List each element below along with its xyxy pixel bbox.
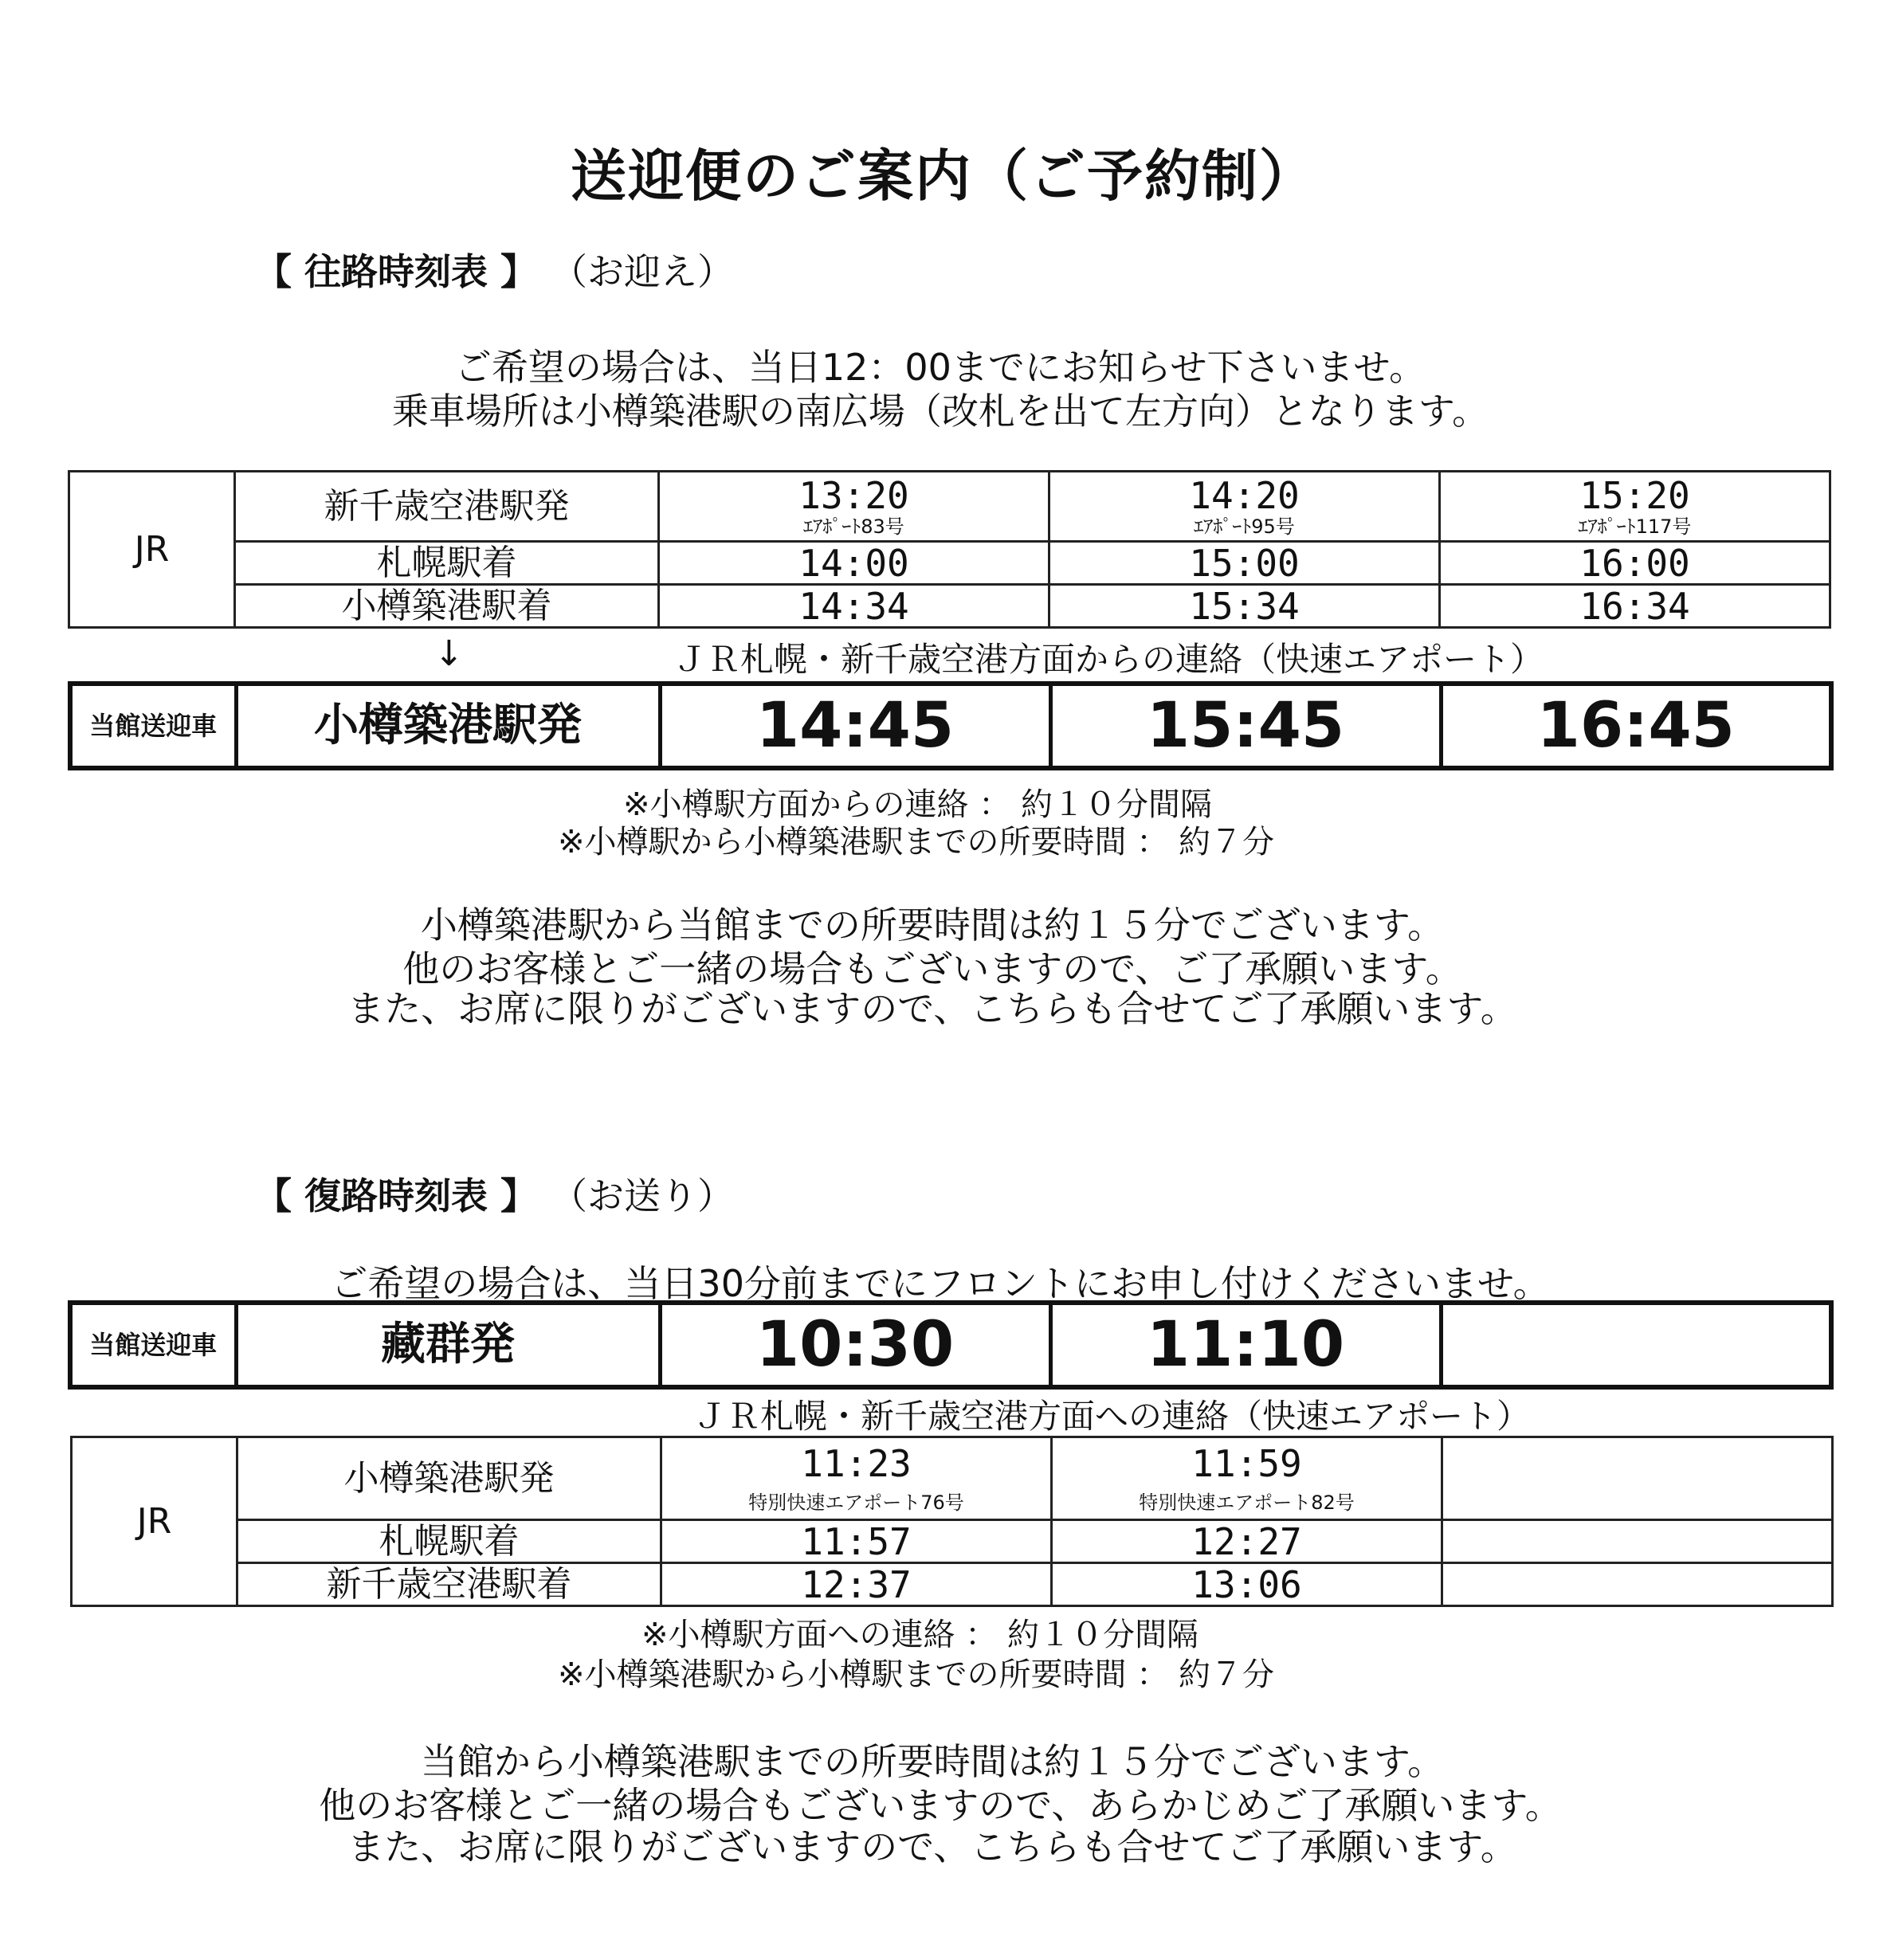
time-cell: 12:27: [1052, 1520, 1442, 1563]
time-cell: 16:34: [1440, 585, 1830, 628]
time-value: 14:20: [1189, 473, 1300, 517]
train-name: ｴｱﾎﾟｰﾄ117号: [1578, 515, 1692, 538]
return-footer-2: 他のお客様とご一緒の場合もございますので、あらかじめご了承願います。: [319, 1784, 1562, 1827]
return-heading-sub: （お送り）: [569, 1174, 735, 1217]
outbound-intro-1: ご希望の場合は、当日12：00までにお知らせ下さいませ。: [454, 346, 1426, 389]
time-value: 11:59: [1191, 1441, 1302, 1485]
train-name: ｴｱﾎﾟｰﾄ95号: [1194, 515, 1295, 538]
table-row: [69, 542, 1830, 585]
station-cell: 小樽築港駅発: [237, 1437, 661, 1520]
time-cell: 11:57: [661, 1520, 1052, 1563]
time-cell: [1049, 472, 1440, 542]
station-cell: 札幌駅着: [235, 542, 659, 585]
time-value: 13:20: [798, 473, 909, 517]
outbound-footer-3: また、お席に限りがございますので、こちらも合せてご了承願います。: [347, 987, 1517, 1030]
time-cell: [1440, 472, 1830, 542]
return-footer-1: 当館から小樽築港駅までの所要時間は約１５分でございます。: [420, 1740, 1445, 1783]
bus-time: 11:10: [1050, 1303, 1441, 1387]
return-heading: [255, 1167, 734, 1220]
outbound-footer-1: 小樽築港駅から当館までの所要時間は約１５分でございます。: [420, 904, 1445, 947]
jr-label: JR: [69, 472, 235, 628]
time-cell: 12:37: [661, 1563, 1052, 1606]
time-cell: 14:00: [659, 542, 1049, 585]
train-name: 特別快速エアポート82号: [1139, 1491, 1355, 1514]
outbound-intro-2: 乗車場所は小樽築港駅の南広場（改札を出て左方向）となります。: [391, 390, 1489, 433]
return-bus-table: [68, 1300, 1834, 1390]
time-cell: [659, 472, 1049, 542]
train-name: ｴｱﾎﾟｰﾄ83号: [803, 515, 904, 538]
time-cell: [1442, 1437, 1833, 1520]
station-cell: 新千歳空港駅着: [237, 1563, 661, 1606]
return-connection-note: ＪＲ札幌・新千歳空港方面への連絡（快速エアポート）: [693, 1397, 1531, 1436]
jr-label: JR: [72, 1437, 237, 1606]
outbound-heading-sub: （お迎え）: [569, 250, 735, 293]
outbound-heading-label: 【 往路時刻表 】: [255, 250, 538, 293]
outbound-bus-table: [68, 681, 1834, 770]
time-value: 15:20: [1579, 473, 1690, 517]
station-cell: 札幌駅着: [237, 1520, 661, 1563]
outbound-note-2: ※小樽駅から小樽築港駅までの所要時間 ： 約７分: [558, 824, 1274, 860]
table-row: [70, 684, 1831, 768]
bus-time: 15:45: [1050, 684, 1441, 768]
bus-stop: 藏群発: [236, 1303, 660, 1387]
outbound-jr-table: [68, 470, 1831, 629]
train-name: 特別快速エアポート76号: [748, 1491, 964, 1514]
bus-time: 14:45: [660, 684, 1050, 768]
return-intro-1: ご希望の場合は、当日30分前までにフロントにお申し付けくださいませ。: [331, 1262, 1550, 1305]
outbound-footer-2: 他のお客様とご一緒の場合もございますので、ご了承願います。: [402, 947, 1462, 990]
page-title: 送迎便のご案内（ご予約制）: [571, 143, 1316, 209]
bus-time: 10:30: [660, 1303, 1050, 1387]
bus-time: 16:45: [1441, 684, 1831, 768]
time-cell: [1442, 1563, 1833, 1606]
time-cell: 16:00: [1440, 542, 1830, 585]
outbound-connection-note: ＪＲ札幌・新千歳空港方面からの連絡（快速エアポート）: [673, 640, 1544, 679]
return-heading-label: 【 復路時刻表 】: [255, 1174, 538, 1217]
time-cell: 13:06: [1052, 1563, 1442, 1606]
outbound-heading: [255, 243, 734, 296]
table-row: [69, 585, 1830, 628]
station-cell: 新千歳空港駅発: [235, 472, 659, 542]
time-value: 11:23: [801, 1441, 912, 1485]
return-note-2: ※小樽築港駅から小樽駅までの所要時間 ： 約７分: [558, 1656, 1274, 1693]
table-row: [72, 1437, 1833, 1520]
time-cell: 15:34: [1049, 585, 1440, 628]
return-footer-3: また、お席に限りがございますので、こちらも合せてご了承願います。: [347, 1825, 1517, 1868]
outbound-note-1: ※小樽駅方面からの連絡 ： 約１０分間隔: [623, 786, 1212, 823]
table-row: [69, 472, 1830, 542]
time-cell: [1052, 1437, 1442, 1520]
time-cell: [1442, 1520, 1833, 1563]
bus-label: 当館送迎車: [70, 684, 236, 768]
bus-time: [1441, 1303, 1831, 1387]
return-jr-table: [70, 1436, 1834, 1607]
return-note-1: ※小樽駅方面への連絡 ： 約１０分間隔: [641, 1617, 1198, 1653]
bus-label: 当館送迎車: [70, 1303, 236, 1387]
table-row: [72, 1563, 1833, 1606]
station-cell: 小樽築港駅着: [235, 585, 659, 628]
bus-stop: 小樽築港駅発: [236, 684, 660, 768]
table-row: [72, 1520, 1833, 1563]
time-cell: [661, 1437, 1052, 1520]
time-cell: 14:34: [659, 585, 1049, 628]
time-cell: 15:00: [1049, 542, 1440, 585]
down-arrow-icon: ↓: [434, 633, 464, 674]
table-row: [70, 1303, 1831, 1387]
